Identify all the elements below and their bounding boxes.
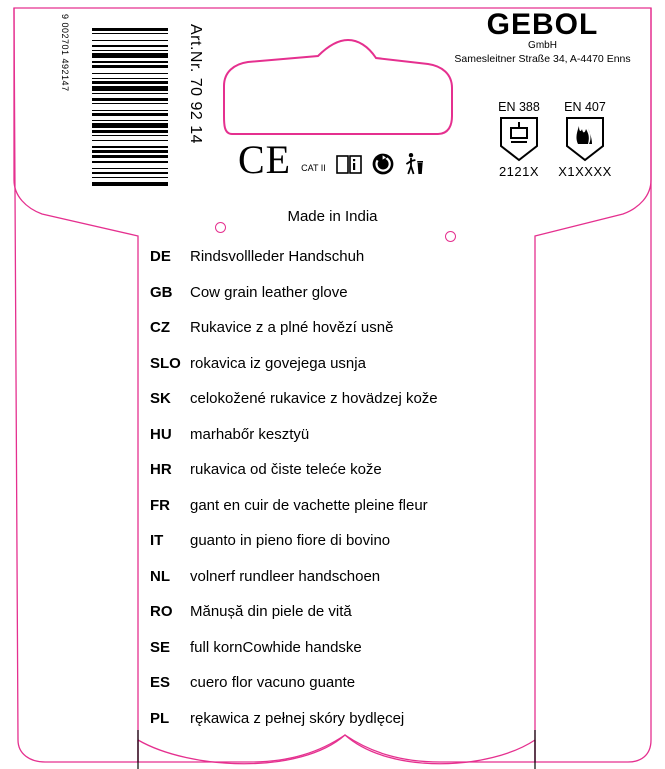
- pictogram-group: [336, 152, 424, 177]
- brand-name: GEBOL: [486, 8, 599, 41]
- language-row: [150, 603, 610, 639]
- language-code: SLO: [150, 354, 181, 372]
- barcode: [60, 10, 174, 190]
- language-text: Cow grain leather glove: [190, 283, 348, 301]
- brand-block: [430, 8, 655, 65]
- abrasion-hammer-icon: [499, 116, 539, 162]
- language-row: [150, 390, 610, 426]
- booklet-icon: [336, 154, 362, 176]
- barcode-bar: [92, 182, 168, 186]
- barcode-bar: [92, 123, 168, 127]
- language-text: marhabőr kesztyü: [190, 425, 310, 443]
- brand-legal-form: GmbH: [528, 40, 557, 51]
- language-text: rukavica od čiste teleće kože: [190, 461, 382, 478]
- standard-en388: [482, 100, 556, 179]
- language-code: RO: [150, 603, 173, 620]
- punch-hole-right: [445, 231, 456, 242]
- language-row: [150, 461, 610, 497]
- standard-code: X1XXXX: [558, 164, 612, 179]
- language-code: PL: [150, 709, 170, 727]
- conformity-row: [238, 137, 424, 182]
- language-text: Rukavice z a plné hovězí usně: [190, 319, 394, 336]
- language-row: [150, 284, 610, 320]
- category-label: CAT II: [301, 163, 326, 173]
- barcode-bar: [92, 53, 168, 57]
- language-row: [150, 426, 610, 462]
- recycle-icon: [371, 152, 395, 176]
- article-number: Art.Nr. 70 92 14: [187, 24, 204, 145]
- glove-silhouette-icon: [222, 38, 454, 138]
- language-text: full kornCowhide handske: [190, 638, 362, 656]
- language-code: CZ: [150, 319, 170, 336]
- language-list: [150, 248, 610, 745]
- language-text: celokožené rukavice z hovädzej kože: [190, 390, 438, 407]
- language-row: [150, 674, 610, 710]
- language-code: NL: [150, 567, 170, 585]
- brand-address: Samesleitner Straße 34, A-4470 Enns: [454, 53, 631, 65]
- waste-bin-icon: [404, 152, 424, 176]
- language-text: Mănușă din piele de vită: [190, 603, 352, 620]
- language-code: SE: [150, 638, 171, 656]
- language-code: IT: [150, 532, 164, 549]
- language-text: rękawica z pełnej skóry bydlęcej: [190, 709, 405, 727]
- language-row: [150, 568, 610, 604]
- standard-en407: [548, 100, 622, 179]
- origin-label: Made in India: [287, 208, 378, 225]
- language-text: gant en cuir de vachette pleine fleur: [190, 496, 428, 514]
- language-text: Rindsvollleder Handschuh: [190, 248, 365, 265]
- language-code: HU: [150, 425, 172, 443]
- language-text: volnerf rundleer handschoen: [190, 567, 381, 585]
- language-row: [150, 710, 610, 746]
- ce-mark-icon: CE: [238, 137, 292, 182]
- language-row: [150, 319, 610, 355]
- language-text: rokavica iz govejega usnja: [190, 354, 366, 372]
- language-code: DE: [150, 248, 171, 265]
- barcode-bars: [92, 28, 168, 188]
- standard-name: EN 388: [498, 100, 540, 114]
- standard-code: 2121X: [498, 164, 540, 179]
- language-row: [150, 497, 610, 533]
- language-row: [150, 639, 610, 675]
- language-code: FR: [150, 496, 170, 514]
- standard-name: EN 407: [564, 100, 606, 114]
- barcode-digits: 9 002701 492147: [60, 14, 70, 92]
- language-row: [150, 532, 610, 568]
- language-text: guanto in pieno fiore di bovino: [190, 532, 391, 549]
- flame-icon: [565, 116, 605, 162]
- language-code: SK: [150, 390, 171, 407]
- language-row: [150, 355, 610, 391]
- language-code: GB: [150, 283, 173, 301]
- language-row: [150, 248, 610, 284]
- language-text: cuero flor vacuno guante: [190, 674, 356, 691]
- language-code: ES: [150, 674, 171, 691]
- barcode-bar: [92, 86, 168, 90]
- language-code: HR: [150, 461, 172, 478]
